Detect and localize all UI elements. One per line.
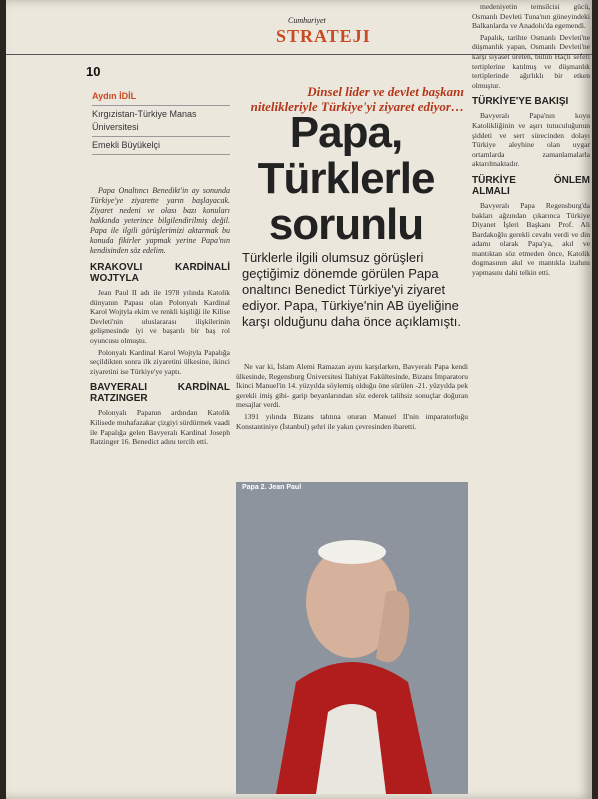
headline xyxy=(228,110,464,248)
lead-paragraph: Papa Onaltıncı Benedikt'in ay sonunda Türkiye'ye ziyarette yarın başlayacak. Ziyaret nedeni ve olası bazı konuları hakkında yeterince bilgilendirilmiş değil. Papa ile ilgili görüşlerimizi aktarmak bu konuda fikirler yapmak yerine Papa'nın kendisinden söz edelim. xyxy=(90,186,230,255)
body-paragraph: Polonyalı Kardinal Karol Wojtyla Papalığa seçildikten sonra ilk ziyaretini ülkesine, ikinci ziyaretini ise Türkiye'ye yaptı. xyxy=(90,347,230,376)
masthead-title: STRATEJI xyxy=(276,26,371,46)
subhead-turkiye-bakisi: TÜRKİYE'YE BAKIŞI xyxy=(472,96,569,108)
author-org: Kırgızistan-Türkiye Manas Üniversitesi xyxy=(92,106,230,137)
photo-caption: Papa 2. Jean Paul xyxy=(242,484,302,491)
pope-illustration xyxy=(236,482,468,794)
column-3 xyxy=(472,2,590,792)
body-paragraph: Bavyeralı Papa Regensburg'da bakları ağzından çıkarınca Türkiye Diyanet İşleri Başkanı Prof. Ali Bardakoğlu gerekli cevabı verdi ve din adamı olarak Papa'ya, akıl ve mantıktan söz etmeden önce, Katolik dogmasının akıl ve mantıkla izahını yapmasını dahi telkin etti. xyxy=(472,200,590,278)
newspaper-page xyxy=(6,0,592,799)
masthead-small: Cumhuriyet xyxy=(288,16,326,25)
author-name: Aydın İDİL xyxy=(92,88,230,106)
page-number: 10 xyxy=(86,64,101,79)
subhead-onlem: TÜRKİYE ÖNLEM ALMALI xyxy=(472,174,590,197)
author-title: Emekli Büyükelçi xyxy=(92,137,230,155)
body-paragraph: Jean Paul II adı ile 1978 yılında Katolik dünyanın Papası olan Polonyalı Kardinal Karol Wojtyla ekim ve renkli kişiliği ile Kilise Devleti'nin uluslararası ilişkilerinin gelişmesinde iyi ve başarılı bir baş rol oyuncusu olmuştu. xyxy=(90,288,230,345)
body-paragraph: Bavyeralı Papa'nın koyu Katolikliğinin ve aşırı tutuculuğunun şiddeti ve sert sürecinden dolayı Türkiye aleyhine olan uygar ortamlarda zamanlamalarla aktarılmaktadır. xyxy=(472,111,590,169)
standfirst: Türklerle ilgili olumsuz görüşleri geçtiğimiz dönemde görülen Papa onaltıncı Benedict Türkiye'yi ziyaret ediyor. Papa, Türkiye'nin AB üyeliğine karşı olduğunu daha önce açıklamıştı. xyxy=(242,250,461,329)
pope-photo xyxy=(236,482,468,794)
headline-line-1: Papa, xyxy=(289,108,403,157)
author-box xyxy=(92,88,230,155)
body-paragraph: medeniyetin temsilcisi gücü, Osmanlı Devleti Tuna'nın güneyindeki Balkanlarda ve Anadolu'da egemendi. xyxy=(472,2,590,31)
body-paragraph: Ne var ki, İslam Alemi Ramazan ayını karşılarken, Bavyeralı Papa kendi ülkesinde, Regensburg Üniversitesi İlahiyat Fakültesinde, Bizans İmparatoru İkinci Manuel'in 14. yüzyılda söylemiş olduğu öne sürülen -21. yüzyılda pek gerekli imiş gibi- garip beyanlarından söz ederek talihsiz sonuçlar doğuran mesajlar verdi. xyxy=(236,362,468,410)
headline-line-2: Türklerle xyxy=(257,154,435,203)
column-1 xyxy=(90,186,230,791)
body-paragraph: Papalık, tarihte Osmanlı Devleti'ne düşmanlık yapan, Osmanlı Devleti'ne karşı siyaset üreten, bütün Haçlı seferi tertiplerine katılmış ve düşmanlık tertiplerinde ağırlıklı bir etken olmuştur. xyxy=(472,32,590,90)
body-paragraph: Polonyalı Papanın ardından Katolik Kilisede muhafazakar çizgiyi sürdürmek vaadi ile Papalığa gelen Bavyeralı Kardinal Joseph Ratzinger 16. Benedict adını tercih etti. xyxy=(90,408,230,447)
body-paragraph: 1391 yılında Bizans tahtına oturan Manuel II'nin imparatorluğu Konstantiniye (İstanbul) şehri ile yakın çevresinden ibaretti. xyxy=(236,411,468,431)
subhead-krakovli: KRAKOVLI KARDİNALİ WOJTYLA xyxy=(90,262,230,284)
headline-line-3: sorunlu xyxy=(268,200,424,249)
column-2 xyxy=(236,362,468,480)
kicker: Dinsel lider ve devlet başkanı nitelikleriyle Türkiye'yi ziyaret ediyor… xyxy=(250,84,464,114)
subhead-bavyerali: BAVYERALI KARDİNAL RATZINGER xyxy=(90,382,230,405)
